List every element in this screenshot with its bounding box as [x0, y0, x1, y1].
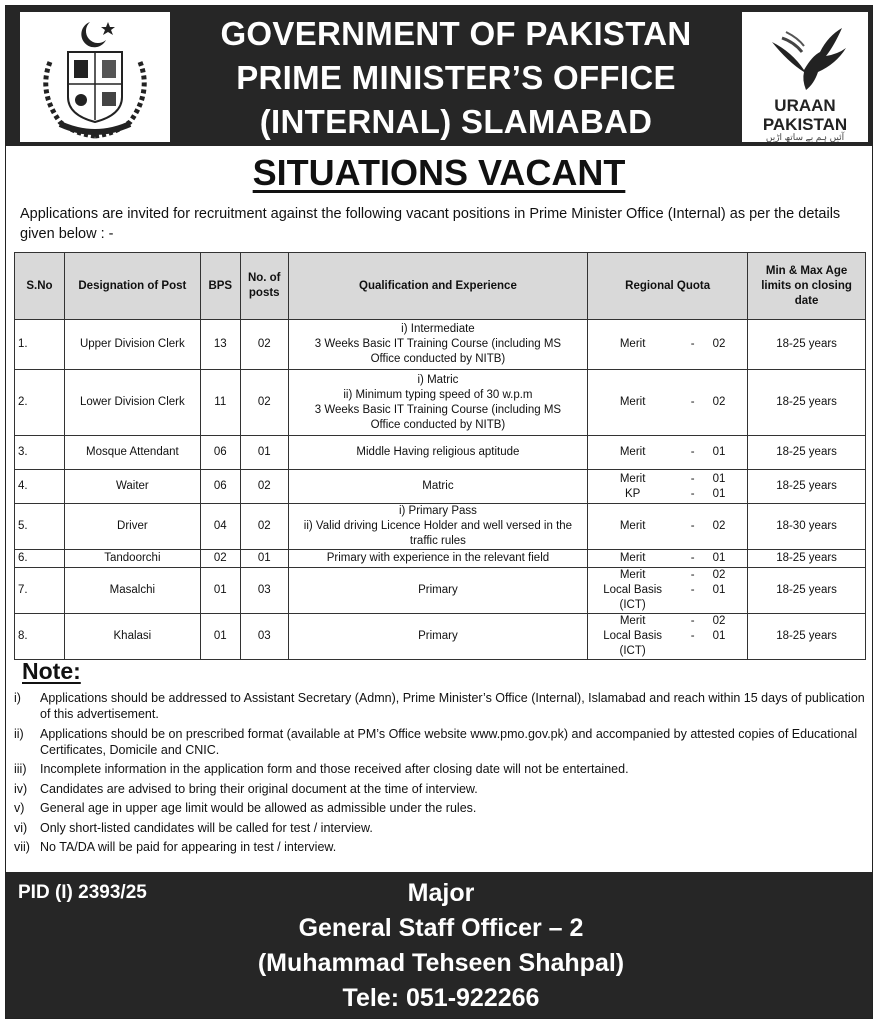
- cell-posts: 02: [240, 320, 288, 370]
- note-title: Note:: [22, 658, 81, 684]
- quota-dash: -: [690, 520, 695, 532]
- qualification-line: traffic rules: [409, 535, 466, 547]
- note-number: iii): [14, 762, 27, 776]
- qualification-line: ii) Minimum typing speed of 30 w.p.m: [343, 388, 533, 401]
- signatory-telephone: Tele: 051-922266: [342, 984, 540, 1012]
- cell-sno: 1.: [15, 320, 65, 370]
- table-row: [15, 614, 866, 660]
- cell-designation: Tandoorchi: [64, 550, 200, 568]
- uraan-pakistan-logo: [742, 12, 868, 142]
- qualification-line: 3 Weeks Basic IT Training Course (including MS: [314, 338, 562, 350]
- header-line-government: GOVERNMENT OF PAKISTAN: [220, 15, 692, 52]
- cell-sno: 7.: [15, 568, 65, 614]
- note-text: Candidates are advised to bring their original document at the time of interview.: [40, 781, 478, 796]
- col-header-designation: Designation of Post: [64, 253, 200, 320]
- page-title: SITUATIONS VACANT: [252, 152, 626, 193]
- quota-entry: [593, 629, 743, 659]
- quota-dash: -: [690, 615, 695, 627]
- cell-qualification: [288, 504, 587, 550]
- quota-entry: [593, 337, 743, 352]
- quota-dash: -: [690, 487, 695, 500]
- table-row: [15, 436, 866, 470]
- cell-age: 18-25 years: [748, 370, 866, 436]
- header-line-office: PRIME MINISTER’S OFFICE: [236, 59, 676, 96]
- cell-sno: 8.: [15, 614, 65, 660]
- quota-value: 02: [712, 338, 726, 350]
- list-item: [14, 761, 866, 777]
- cell-designation: Mosque Attendant: [64, 436, 200, 470]
- note-text: No TA/DA will be paid for appearing in test / interview.: [40, 840, 337, 854]
- cell-quota: [588, 470, 748, 504]
- cell-designation: Lower Division Clerk: [64, 370, 200, 436]
- cell-bps: 11: [200, 370, 240, 436]
- quota-name: Merit: [619, 396, 646, 408]
- quota-name: Merit: [619, 520, 646, 532]
- cell-quota: [588, 568, 748, 614]
- cell-bps: 02: [200, 550, 240, 568]
- table-row: [15, 320, 866, 370]
- qualification-line: Office conducted by NITB): [370, 353, 506, 365]
- cell-designation: Waiter: [64, 470, 200, 504]
- quota-name: Merit: [619, 472, 646, 485]
- header-title: [176, 12, 736, 144]
- table-row: [15, 470, 866, 504]
- table-row: [15, 504, 866, 550]
- list-item: [14, 726, 866, 758]
- signatory-rank: Major: [407, 879, 475, 907]
- note-text: General age in upper age limit would be allowed as admissible under the rules.: [40, 801, 477, 815]
- cell-qualification: [288, 436, 587, 470]
- col-header-qualification: Qualification and Experience: [288, 253, 587, 320]
- table-body: [15, 320, 866, 660]
- col-header-posts: No. of posts: [240, 253, 288, 320]
- qualification-line: Primary: [418, 630, 458, 642]
- intro-text: Applications are invited for recruitment against the following vacant positions in Prime Minister Office (Internal) as per the details given below : -: [20, 206, 841, 242]
- quota-name: Merit: [619, 615, 646, 627]
- cell-bps: 04: [200, 504, 240, 550]
- table-row: [15, 370, 866, 436]
- cell-age: 18-25 years: [748, 470, 866, 504]
- quota-entry: [593, 551, 743, 566]
- state-emblem: [20, 12, 170, 142]
- cell-qualification: [288, 568, 587, 614]
- note-text: Incomplete information in the application form and those received after closing date will not be entertained.: [40, 762, 629, 776]
- cell-designation: Upper Division Clerk: [64, 320, 200, 370]
- cell-posts: 02: [240, 504, 288, 550]
- col-header-sno: S.No: [15, 253, 65, 320]
- note-number: vii): [14, 840, 30, 854]
- quota-value: 02: [712, 396, 726, 408]
- quota-value: 01: [712, 584, 726, 596]
- quota-dash: -: [690, 584, 695, 596]
- quota-dash: -: [690, 472, 695, 485]
- note-number: vi): [14, 820, 28, 835]
- list-item: [14, 839, 866, 855]
- cell-quota: [588, 320, 748, 370]
- cell-bps: 06: [200, 470, 240, 504]
- quota-value: 01: [712, 487, 726, 500]
- quota-value: 01: [712, 552, 726, 564]
- cell-age: 18-25 years: [748, 614, 866, 660]
- list-item: [14, 690, 866, 722]
- note-number: v): [14, 801, 25, 815]
- cell-sno: 3.: [15, 436, 65, 470]
- quota-dash: -: [690, 552, 695, 564]
- cell-quota: [588, 436, 748, 470]
- footer-band: [6, 872, 872, 1018]
- cell-qualification: [288, 550, 587, 568]
- quota-entry: [593, 519, 743, 534]
- note-number: i): [14, 691, 21, 705]
- cell-age: 18-25 years: [748, 550, 866, 568]
- qualification-line: Matric: [422, 480, 454, 492]
- quota-entry: [593, 583, 743, 613]
- cell-sno: 5.: [15, 504, 65, 550]
- quota-value: 02: [712, 569, 726, 581]
- cell-bps: 06: [200, 436, 240, 470]
- note-text: Applications should be on prescribed format (available at PM’s Office website www.pmo.gov.pk) and accompanied by attested copies of Educational Certificates, Domicile and CNIC.: [40, 726, 858, 757]
- cell-posts: 03: [240, 614, 288, 660]
- signatory-block: [206, 876, 676, 1016]
- note-number: ii): [14, 726, 24, 741]
- qualification-line: Office conducted by NITB): [370, 418, 506, 431]
- eagle-icon: [742, 12, 868, 96]
- cell-age: 18-30 years: [748, 504, 866, 550]
- notes-list: [14, 690, 866, 859]
- quota-entry: [593, 445, 743, 460]
- qualification-line: Primary: [418, 584, 458, 596]
- list-item: [14, 781, 866, 797]
- quota-entry: [593, 614, 743, 629]
- cell-posts: 01: [240, 550, 288, 568]
- qualification-line: i) Intermediate: [401, 323, 475, 335]
- quota-name: Local Basis (ICT): [603, 630, 663, 657]
- signatory-name: (Muhammad Tehseen Shahpal): [257, 949, 625, 977]
- quota-entry: [593, 568, 743, 583]
- note-text: Applications should be addressed to Assistant Secretary (Admn), Prime Minister’s Office (Internal), Islamabad and reach within 15 days of publication of this advertisement.: [40, 691, 865, 721]
- quota-value: 01: [712, 472, 726, 485]
- note-number: iv): [14, 781, 28, 796]
- header-band: [6, 6, 872, 146]
- quota-name: Local Basis (ICT): [603, 584, 663, 611]
- quota-name: KP: [624, 487, 641, 500]
- table-row: [15, 550, 866, 568]
- cell-qualification: [288, 470, 587, 504]
- note-text: Only short-listed candidates will be called for test / interview.: [40, 820, 373, 835]
- table-header-row: [15, 253, 866, 320]
- col-header-quota: Regional Quota: [588, 253, 748, 320]
- cell-quota: [588, 614, 748, 660]
- cell-bps: 01: [200, 614, 240, 660]
- cell-designation: Driver: [64, 504, 200, 550]
- quota-value: 02: [712, 615, 726, 627]
- quota-dash: -: [690, 396, 695, 408]
- qualification-line: Middle Having religious aptitude: [356, 446, 520, 458]
- cell-quota: [588, 504, 748, 550]
- cell-bps: 01: [200, 568, 240, 614]
- pid-number: PID (I) 2393/25: [18, 882, 147, 903]
- quota-entry: [593, 472, 743, 487]
- col-header-bps: BPS: [200, 253, 240, 320]
- state-emblem-icon: [20, 12, 170, 142]
- uraan-logo-line2: PAKISTAN: [762, 115, 848, 134]
- qualification-line: i) Matric: [417, 373, 459, 386]
- quota-name: Merit: [619, 569, 646, 581]
- quota-name: Merit: [619, 446, 646, 458]
- cell-sno: 2.: [15, 370, 65, 436]
- cell-qualification: [288, 370, 587, 436]
- quota-name: Merit: [619, 338, 646, 350]
- quota-dash: -: [690, 630, 695, 642]
- quota-dash: -: [690, 338, 695, 350]
- cell-sno: 4.: [15, 470, 65, 504]
- cell-posts: 02: [240, 470, 288, 504]
- uraan-logo-line1: URAAN: [774, 96, 836, 115]
- list-item: [14, 820, 866, 836]
- quota-value: 01: [712, 446, 726, 458]
- cell-bps: 13: [200, 320, 240, 370]
- cell-age: 18-25 years: [748, 436, 866, 470]
- qualification-line: ii) Valid driving Licence Holder and well versed in the: [303, 520, 573, 532]
- cell-age: 18-25 years: [748, 320, 866, 370]
- qualification-line: Primary with experience in the relevant field: [326, 552, 550, 564]
- cell-designation: Masalchi: [64, 568, 200, 614]
- cell-posts: 03: [240, 568, 288, 614]
- cell-posts: 02: [240, 370, 288, 436]
- quota-value: 01: [712, 630, 726, 642]
- quota-name: Merit: [619, 552, 646, 564]
- col-header-age: Min & Max Age limits on closing date: [748, 253, 866, 320]
- quota-entry: [593, 395, 743, 410]
- quota-dash: -: [690, 446, 695, 458]
- qualification-line: i) Primary Pass: [398, 505, 477, 517]
- cell-qualification: [288, 320, 587, 370]
- advertisement-page: [5, 5, 873, 1019]
- vacancies-table: [14, 252, 866, 660]
- table-row: [15, 568, 866, 614]
- quota-entry: [593, 487, 743, 502]
- cell-designation: Khalasi: [64, 614, 200, 660]
- cell-quota: [588, 370, 748, 436]
- qualification-line: 3 Weeks Basic IT Training Course (including MS: [314, 403, 562, 416]
- cell-posts: 01: [240, 436, 288, 470]
- list-item: [14, 800, 866, 816]
- uraan-urdu-tagline: آئیں ہم بے ساتھ اڑیں: [765, 132, 845, 142]
- cell-sno: 6.: [15, 550, 65, 568]
- quota-dash: -: [690, 569, 695, 581]
- quota-value: 02: [712, 520, 726, 532]
- signatory-designation: General Staff Officer – 2: [298, 914, 584, 942]
- header-line-location: (INTERNAL) SLAMABAD: [259, 103, 653, 140]
- cell-age: 18-25 years: [748, 568, 866, 614]
- cell-quota: [588, 550, 748, 568]
- cell-qualification: [288, 614, 587, 660]
